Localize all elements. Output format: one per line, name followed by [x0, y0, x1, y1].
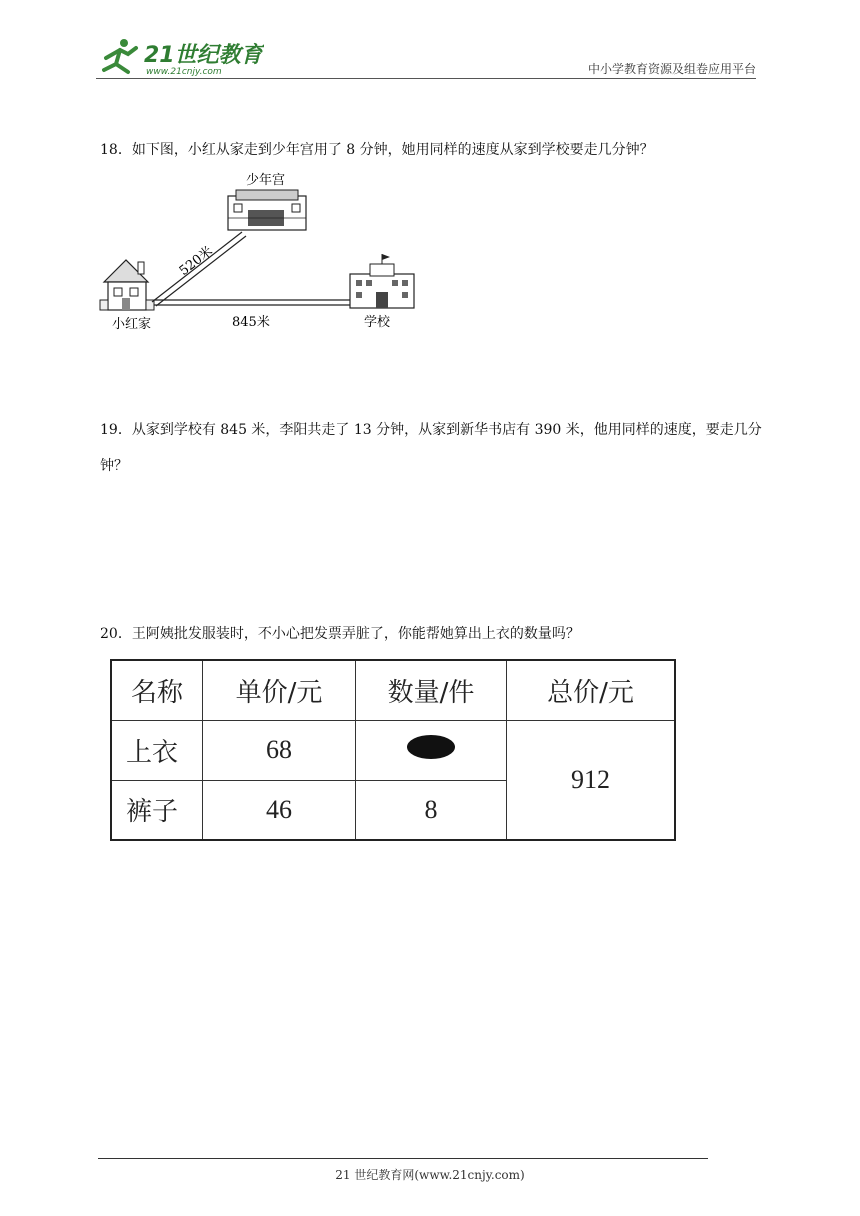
road-home-to-palace — [152, 232, 246, 306]
runner-icon — [104, 39, 136, 72]
row-jacket-price: 68 — [203, 720, 356, 780]
school-building-icon — [350, 254, 414, 308]
row-pants-price: 46 — [203, 780, 356, 840]
table-row — [111, 720, 675, 780]
header-total-price: 总价/元 — [507, 660, 676, 720]
site-logo — [94, 34, 264, 78]
logo-text: 21世纪教育 — [144, 43, 263, 68]
footer-divider — [98, 1158, 708, 1159]
question-20: 20．王阿姨批发服装时，不小心把发票弄脏了，你能帮她算出上衣的数量吗？ — [100, 626, 580, 642]
distance-home-school: 845米 — [232, 315, 270, 330]
invoice-table — [110, 659, 676, 841]
route-diagram — [98, 168, 428, 338]
header-divider — [96, 78, 756, 79]
home-label: 小红家 — [112, 317, 152, 332]
logo-url: www.21cnjy.com — [146, 67, 222, 77]
header-name: 名称 — [111, 660, 203, 720]
row-pants-name: 裤子 — [111, 780, 203, 840]
row-pants-quantity: 8 — [356, 780, 507, 840]
header-platform-text: 中小学教育资源及组卷应用平台 — [587, 62, 756, 76]
school-label: 学校 — [364, 315, 391, 330]
youth-palace-label: 少年宫 — [246, 173, 286, 188]
question-18: 18．如下图，小红从家走到少年宫用了 8 分钟，她用同样的速度从家到学校要走几分钟？ — [100, 142, 654, 158]
home-house-icon — [100, 260, 154, 310]
footer-text: 21 世纪教育网(www.21cnjy.com) — [335, 1168, 525, 1182]
header-unit-price: 单价/元 — [203, 660, 356, 720]
total-price: 912 — [507, 720, 676, 840]
youth-palace-icon — [228, 190, 306, 230]
row-jacket-quantity-smudged — [356, 720, 507, 780]
road-home-to-school — [154, 300, 350, 305]
distance-home-palace: 520米 — [176, 243, 216, 279]
header-quantity: 数量/件 — [356, 660, 507, 720]
row-jacket-name: 上衣 — [111, 720, 203, 780]
table-header-row — [111, 660, 675, 720]
question-19: 19．从家到学校有 845 米，李阳共走了 13 分钟，从家到新华书店有 390 米，他用同样的速度，要走几分钟？ — [100, 422, 762, 474]
ink-smudge-icon — [405, 733, 457, 761]
